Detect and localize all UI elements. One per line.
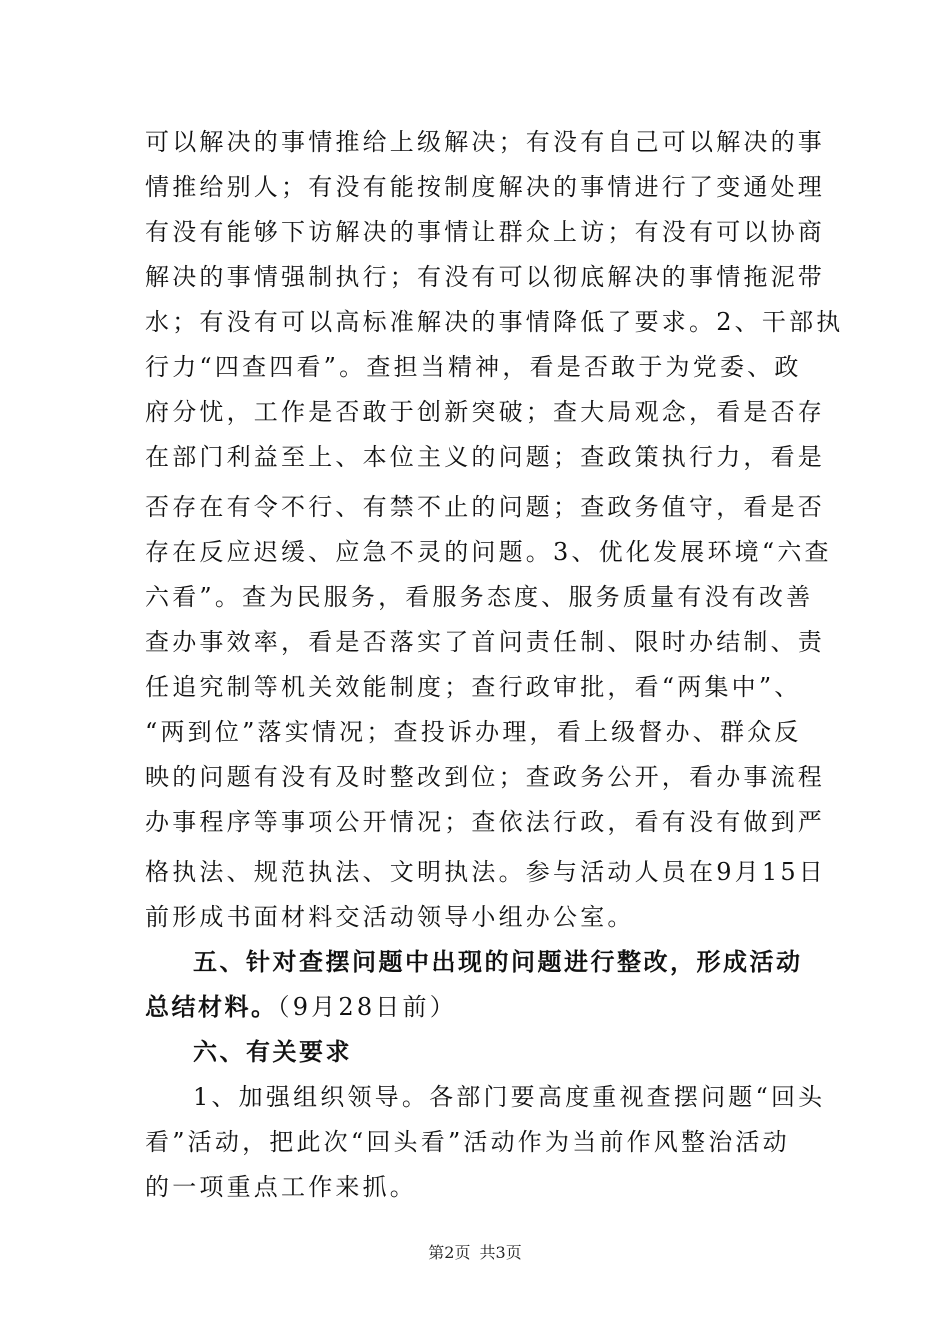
body-line: 任追究制等机关效能制度；查行政审批，看“两集中”、 — [145, 673, 802, 701]
body-line: 前形成书面材料交活动领导小组办公室。 — [145, 903, 635, 931]
page-number: 第2页 — [428, 1243, 471, 1262]
body-line: 府分忧，工作是否敢于创新突破；查大局观念，看是否存 — [145, 398, 825, 426]
body-line: 水；有没有可以高标准解决的事情降低了要求。2、干部执 — [145, 308, 844, 336]
section-5-heading-tail: 总结材料。 — [145, 993, 278, 1021]
page-total: 共3页 — [479, 1243, 522, 1262]
section-5-heading-cont — [145, 992, 815, 1022]
body-line: 解决的事情强制执行；有没有可以彻底解决的事情拖泥带 — [145, 263, 825, 291]
requirement-1-line: 看”活动，把此次“回头看”活动作为当前作风整治活动 — [145, 1128, 790, 1156]
body-line: 办事程序等事项公开情况；查依法行政，看有没有做到严 — [145, 808, 825, 836]
body-line: 行力“四查四看”。查担当精神，看是否敢于为党委、政 — [145, 353, 802, 381]
body-line: 可以解决的事情推给上级解决；有没有自己可以解决的事 — [145, 128, 825, 156]
page-footer — [0, 1240, 950, 1263]
section-5-heading: 五、针对查摆问题中出现的问题进行整改，形成活动 — [193, 948, 803, 976]
body-line: 有没有能够下访解决的事情让群众上访；有没有可以协商 — [145, 218, 825, 246]
requirement-1-line: 1、加强组织领导。各部门要高度重视查摆问题“回头 — [193, 1083, 826, 1111]
body-line: 格执法、规范执法、文明执法。参与活动人员在9月15日 — [145, 858, 827, 886]
requirement-1-line: 的一项重点工作来抓。 — [145, 1173, 417, 1201]
body-line: 情推给别人；有没有能按制度解决的事情进行了变通处理 — [145, 173, 825, 201]
section-5-deadline: （9月28日前） — [277, 993, 457, 1021]
body-line: “两到位”落实情况；查投诉办理，看上级督办、群众反 — [145, 718, 802, 746]
body-line: 在部门利益至上、本位主义的问题；查政策执行力，看是 — [145, 443, 825, 471]
body-line: 存在反应迟缓、应急不灵的问题。3、优化发展环境“六查 — [145, 538, 832, 566]
section-6-heading: 六、有关要求 — [193, 1038, 352, 1066]
body-line: 六看”。查为民服务，看服务态度、服务质量有没有改善 — [145, 583, 814, 611]
body-line: 查办事效率，看是否落实了首问责任制、限时办结制、责 — [145, 628, 825, 656]
body-line: 否存在有令不行、有禁不止的问题；查政务值守，看是否 — [145, 493, 825, 521]
body-line: 映的问题有没有及时整改到位；查政务公开，看办事流程 — [145, 763, 825, 791]
